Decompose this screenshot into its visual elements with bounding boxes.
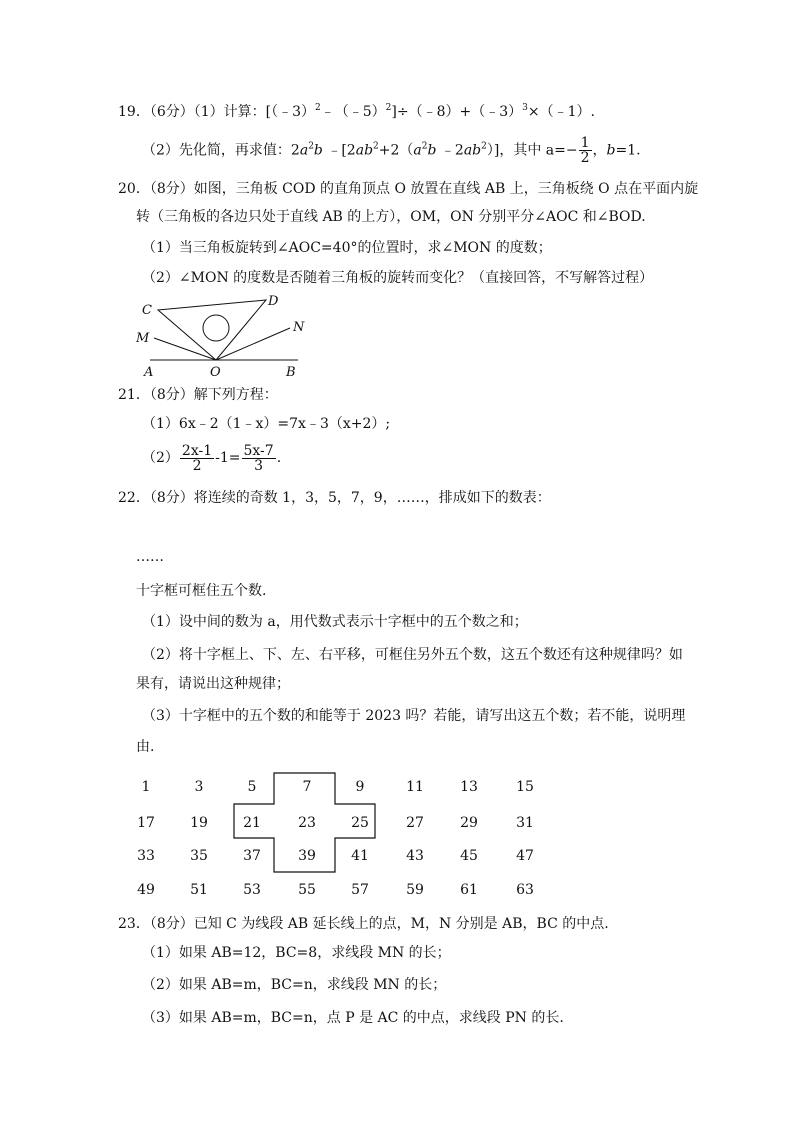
q22-part1: （1）设中间的数为 a，用代数式表示十字框中的五个数之和； xyxy=(142,614,528,630)
q22-part2-cont: 果有，请说出这种规律； xyxy=(136,676,290,692)
fraction-half: $\frac{1}{2}$ xyxy=(580,135,590,166)
table-cell: 59 xyxy=(406,882,424,898)
table-cell: 35 xyxy=(190,848,208,864)
table-cell: 3 xyxy=(194,779,204,795)
table-cell: 63 xyxy=(516,882,534,898)
q19-line2: （2）先化简，再求值：$2a^2b$ $﹣[2ab^2+2(a^2b$ $﹣2ab^2$）]，其中 a=− $\frac{1}{2}$ ，b=1. xyxy=(142,135,641,166)
q21-part1: （1）6x﹣2（1﹣x）=7x﹣3（x+2）; xyxy=(142,416,391,432)
q20-line2: 转（三角板的各边只处于直线 AB 的上方），OM，ON 分别平分∠AOC 和∠BOD. xyxy=(136,209,646,225)
table-cell: 43 xyxy=(406,848,424,864)
table-cell: 27 xyxy=(406,815,424,831)
table-cell: 53 xyxy=(243,882,261,898)
label-c: C xyxy=(142,303,152,318)
table-cell: 55 xyxy=(298,882,316,898)
table-cell: 29 xyxy=(460,815,478,831)
table-cell: 13 xyxy=(460,779,478,795)
q22-part3-cont: 由. xyxy=(136,739,155,755)
fraction-2: $\frac{5x-7}{3}$ xyxy=(243,442,274,474)
label-b: B xyxy=(286,365,296,380)
q23-part2: （2）如果 AB=m，BC=n，求线段 MN 的长； xyxy=(142,977,447,993)
table-cell: 49 xyxy=(137,882,155,898)
table-cell: 21 xyxy=(243,815,261,831)
table-cell: 15 xyxy=(516,779,534,795)
q23-part3: （3）如果 AB=m，BC=n，点 P 是 AC 的中点，求线段 PN 的长. xyxy=(142,1010,564,1026)
label-d: D xyxy=(268,294,279,309)
q23-part1: （1）如果 AB=12，BC=8，求线段 MN 的长； xyxy=(142,945,451,961)
table-cell: 17 xyxy=(137,815,155,831)
q22-line2: 十字框可框住五个数. xyxy=(136,583,267,599)
table-cell: 47 xyxy=(516,848,534,864)
table-cell: 45 xyxy=(460,848,478,864)
label-a: A xyxy=(144,365,154,380)
table-cell: 61 xyxy=(460,882,478,898)
table-cell: 25 xyxy=(351,815,369,831)
table-cell: 41 xyxy=(351,848,369,864)
q20-part1: （1）当三角板旋转到∠AOC=40°的位置时，求∠MON 的度数； xyxy=(142,240,552,256)
table-cell: 11 xyxy=(406,779,424,795)
table-cell: 31 xyxy=(516,815,534,831)
table-cell: 19 xyxy=(190,815,208,831)
q22-line1: 22．（8分）将连续的奇数 1，3，5，7，9，……，排成如下的数表： xyxy=(118,490,551,506)
table-cell: 39 xyxy=(298,848,316,864)
q20-line1: 20．（8分）如图，三角板 COD 的直角顶点 O 放置在直线 AB 上，三角板绕 O 点在平面内旋 xyxy=(118,181,699,197)
q19-line1: 19．（6分）（1）计算：[（﹣3）$^2$﹣（﹣5）$^2$]÷（﹣8）+（﹣3）$^3$×（﹣1）. xyxy=(118,103,595,120)
table-cell: 9 xyxy=(355,779,365,795)
table-cell: 51 xyxy=(190,882,208,898)
label-m: M xyxy=(136,331,150,346)
table-cell: 57 xyxy=(351,882,369,898)
q22-dots: …… xyxy=(136,549,164,565)
q22-part3: （3）十字框中的五个数的和能等于 2023 吗？若能，请写出这五个数；若不能，说明理 xyxy=(142,708,686,724)
q20-part2: （2）∠MON 的度数是否随着三角板的旋转而变化？（直接回答，不写解答过程） xyxy=(142,270,654,286)
q21-line1: 21．（8分）解下列方程： xyxy=(118,387,278,403)
q22-part2: （2）将十字框上、下、左、右平移，可框住另外五个数，这五个数还有这种规律吗？如 xyxy=(142,647,683,663)
label-o: O xyxy=(210,365,221,380)
table-cell: 7 xyxy=(302,779,312,795)
table-cell: 5 xyxy=(247,779,257,795)
table-cell: 23 xyxy=(298,815,316,831)
q23-line1: 23．（8分）已知 C 为线段 AB 延长线上的点，M，N 分别是 AB，BC 的中点. xyxy=(118,916,609,932)
label-n: N xyxy=(293,320,305,335)
q21-part2: （2） $\frac{2x-1}{2}$ -1= $\frac{5x-7}{3}$ . xyxy=(142,442,282,474)
fraction-1: $\frac{2x-1}{2}$ xyxy=(181,442,213,474)
cross-outline xyxy=(234,773,375,872)
table-cell: 1 xyxy=(141,779,151,795)
table-cell: 37 xyxy=(243,848,261,864)
table-cell: 33 xyxy=(137,848,155,864)
